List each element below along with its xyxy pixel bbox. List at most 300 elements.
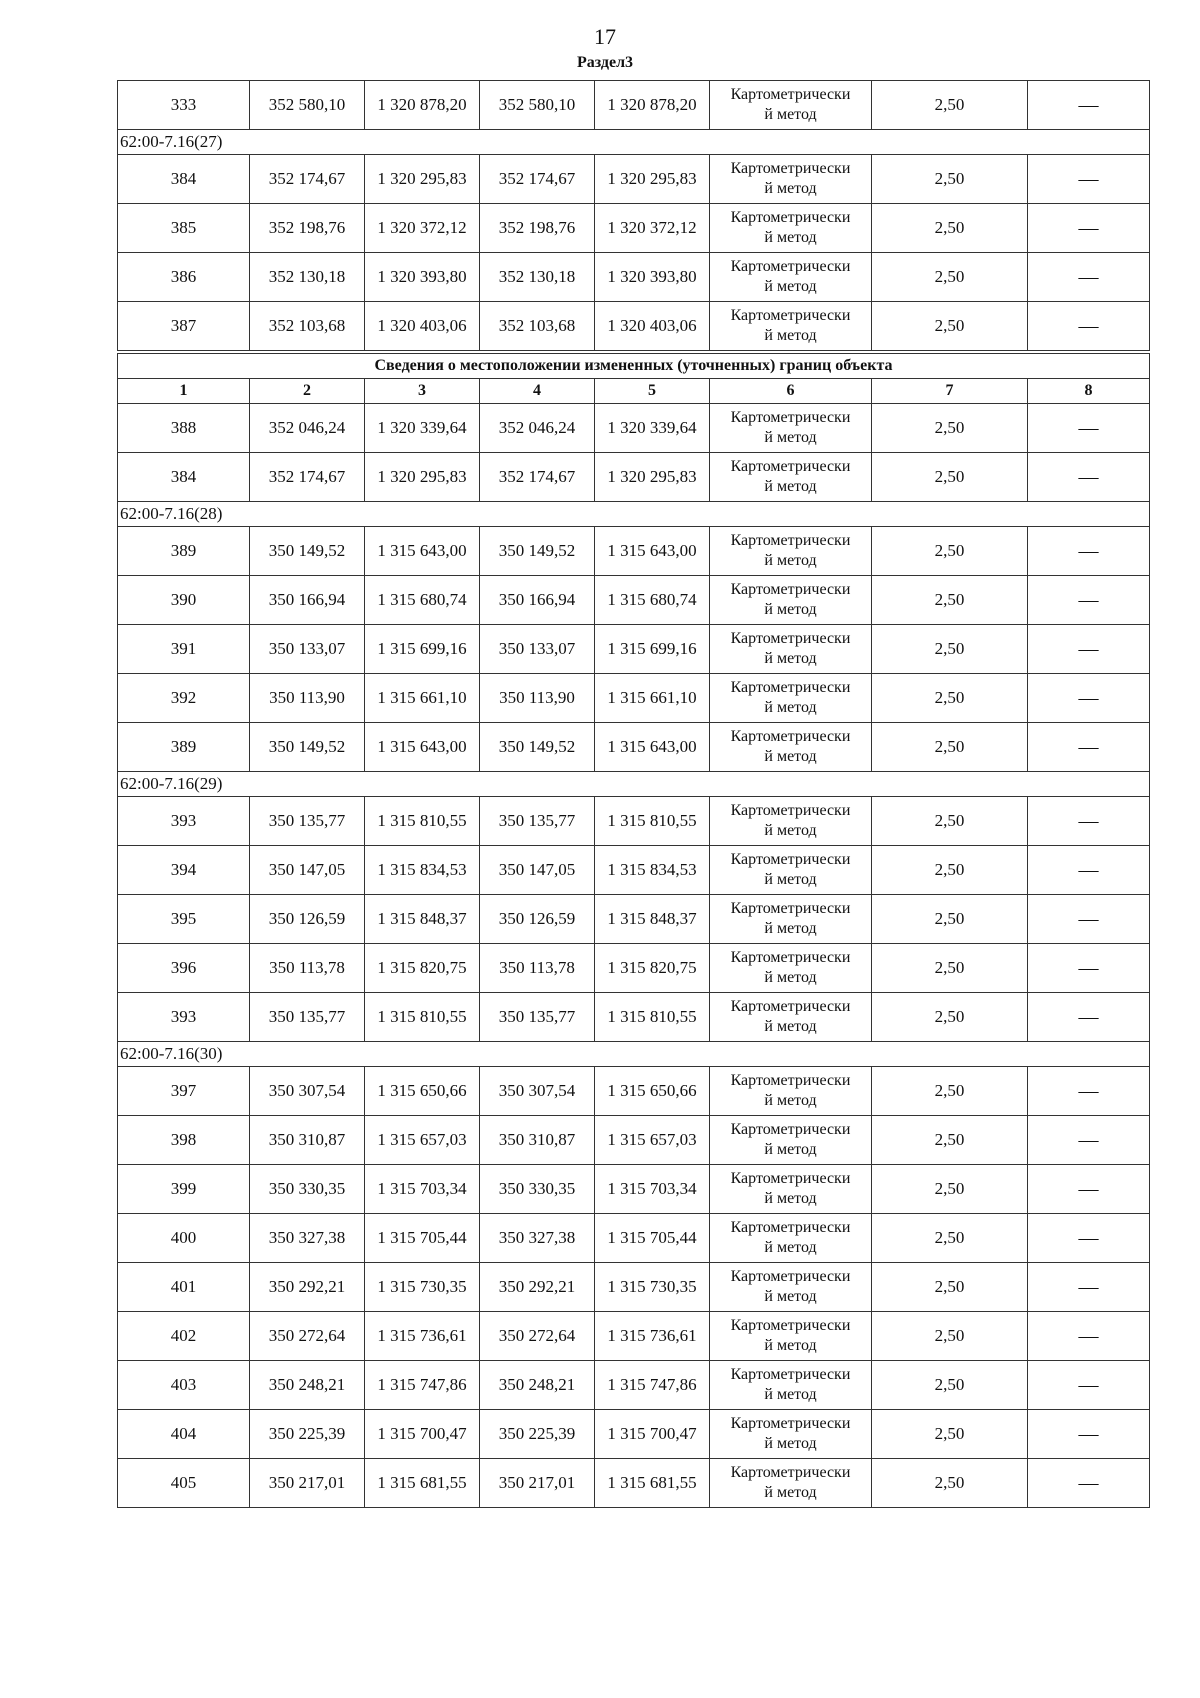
x-coordinate-cell: 350 113,90 [250,674,365,723]
note-cell: — [1028,155,1150,204]
point-number-cell: 403 [118,1361,250,1410]
accuracy-cell: 2,50 [872,576,1028,625]
x-coordinate-cell: 352 046,24 [480,404,595,453]
table-row [118,1459,1150,1508]
x-coordinate-cell: 350 166,94 [480,576,595,625]
point-number-cell: 391 [118,625,250,674]
y-coordinate-cell: 1 315 680,74 [595,576,710,625]
y-coordinate-cell: 1 315 700,47 [365,1410,480,1459]
method-cell [710,1459,872,1508]
accuracy-cell: 2,50 [872,944,1028,993]
table-row [118,1410,1150,1459]
method-cell [710,1116,872,1165]
x-coordinate-cell: 350 327,38 [250,1214,365,1263]
y-coordinate-cell: 1 315 810,55 [365,993,480,1042]
accuracy-cell: 2,50 [872,895,1028,944]
x-coordinate-cell: 352 580,10 [250,81,365,130]
note-cell: — [1028,846,1150,895]
x-coordinate-cell: 350 113,78 [250,944,365,993]
y-coordinate-cell: 1 320 878,20 [365,81,480,130]
table-row [118,1116,1150,1165]
point-number-cell: 400 [118,1214,250,1263]
y-coordinate-cell: 1 315 661,10 [595,674,710,723]
x-coordinate-cell: 350 272,64 [480,1312,595,1361]
y-coordinate-cell: 1 320 295,83 [595,155,710,204]
x-coordinate-cell: 352 580,10 [480,81,595,130]
x-coordinate-cell: 350 248,21 [250,1361,365,1410]
method-line: Картометрически [730,532,851,549]
y-coordinate-cell: 1 315 820,75 [365,944,480,993]
method-line: й метод [764,969,817,986]
y-coordinate-cell: 1 315 643,00 [365,527,480,576]
accuracy-cell: 2,50 [872,1263,1028,1312]
method-line: й метод [764,1092,817,1109]
note-cell: — [1028,1214,1150,1263]
method-line: й метод [764,1141,817,1158]
method-line: Картометрически [730,851,851,868]
table-row [118,1165,1150,1214]
x-coordinate-cell: 352 130,18 [480,253,595,302]
method-line: й метод [764,601,817,618]
x-coordinate-cell: 350 135,77 [480,993,595,1042]
group-label: 62:00-7.16(30) [118,1042,1150,1067]
method-cell [710,674,872,723]
x-coordinate-cell: 350 217,01 [250,1459,365,1508]
y-coordinate-cell: 1 320 339,64 [595,404,710,453]
method-cell [710,1214,872,1263]
y-coordinate-cell: 1 315 643,00 [595,723,710,772]
y-coordinate-cell: 1 315 834,53 [365,846,480,895]
y-coordinate-cell: 1 315 730,35 [595,1263,710,1312]
y-coordinate-cell: 1 315 650,66 [595,1067,710,1116]
y-coordinate-cell: 1 320 372,12 [365,204,480,253]
y-coordinate-cell: 1 320 372,12 [595,204,710,253]
column-numbers-row [118,379,1150,404]
table-row [118,302,1150,353]
x-coordinate-cell: 350 292,21 [250,1263,365,1312]
method-cell [710,453,872,502]
note-cell: — [1028,253,1150,302]
point-number-cell: 402 [118,1312,250,1361]
y-coordinate-cell: 1 315 657,03 [595,1116,710,1165]
method-cell [710,527,872,576]
table-row [118,81,1150,130]
method-line: й метод [764,1190,817,1207]
table-row [118,253,1150,302]
x-coordinate-cell: 350 292,21 [480,1263,595,1312]
method-line: Картометрически [730,458,851,475]
method-line: й метод [764,1337,817,1354]
y-coordinate-cell: 1 315 699,16 [595,625,710,674]
note-cell: — [1028,404,1150,453]
x-coordinate-cell: 352 103,68 [480,302,595,353]
note-cell: — [1028,895,1150,944]
method-line: й метод [764,552,817,569]
accuracy-cell: 2,50 [872,1214,1028,1263]
y-coordinate-cell: 1 315 681,55 [595,1459,710,1508]
accuracy-cell: 2,50 [872,993,1028,1042]
note-cell: — [1028,302,1150,353]
method-line: Картометрически [730,581,851,598]
note-cell: — [1028,576,1150,625]
method-line: Картометрически [730,209,851,226]
y-coordinate-cell: 1 320 393,80 [365,253,480,302]
method-cell [710,1410,872,1459]
accuracy-cell: 2,50 [872,846,1028,895]
x-coordinate-cell: 350 310,87 [250,1116,365,1165]
method-line: Картометрически [730,1268,851,1285]
y-coordinate-cell: 1 320 393,80 [595,253,710,302]
method-cell [710,1312,872,1361]
note-cell: — [1028,625,1150,674]
note-cell: — [1028,453,1150,502]
point-number-cell: 398 [118,1116,250,1165]
method-line: Картометрически [730,630,851,647]
point-number-cell: 404 [118,1410,250,1459]
y-coordinate-cell: 1 315 657,03 [365,1116,480,1165]
column-number: 1 [118,379,250,404]
y-coordinate-cell: 1 315 747,86 [595,1361,710,1410]
accuracy-cell: 2,50 [872,1312,1028,1361]
x-coordinate-cell: 350 135,77 [250,993,365,1042]
table-row [118,204,1150,253]
table-row [118,1067,1150,1116]
method-cell [710,204,872,253]
y-coordinate-cell: 1 315 643,00 [365,723,480,772]
accuracy-cell: 2,50 [872,797,1028,846]
method-line: Картометрически [730,998,851,1015]
x-coordinate-cell: 350 166,94 [250,576,365,625]
y-coordinate-cell: 1 315 820,75 [595,944,710,993]
x-coordinate-cell: 350 225,39 [480,1410,595,1459]
section-heading-row [118,352,1150,379]
accuracy-cell: 2,50 [872,155,1028,204]
coordinates-table [117,80,1150,1508]
note-cell: — [1028,204,1150,253]
x-coordinate-cell: 350 327,38 [480,1214,595,1263]
method-cell [710,404,872,453]
method-cell [710,1263,872,1312]
method-cell [710,576,872,625]
method-line: Картометрически [730,949,851,966]
column-number: 3 [365,379,480,404]
point-number-cell: 387 [118,302,250,353]
method-line: й метод [764,429,817,446]
method-cell [710,723,872,772]
x-coordinate-cell: 352 130,18 [250,253,365,302]
method-line: й метод [764,327,817,344]
table-row [118,576,1150,625]
method-line: Картометрически [730,900,851,917]
x-coordinate-cell: 350 272,64 [250,1312,365,1361]
x-coordinate-cell: 350 147,05 [480,846,595,895]
method-line: Картометрически [730,1415,851,1432]
table-row [118,625,1150,674]
group-row [118,1042,1150,1067]
x-coordinate-cell: 350 126,59 [250,895,365,944]
table-row [118,527,1150,576]
y-coordinate-cell: 1 315 747,86 [365,1361,480,1410]
column-number: 8 [1028,379,1150,404]
x-coordinate-cell: 350 248,21 [480,1361,595,1410]
point-number-cell: 390 [118,576,250,625]
point-number-cell: 396 [118,944,250,993]
x-coordinate-cell: 350 330,35 [250,1165,365,1214]
method-line: й метод [764,1484,817,1501]
method-line: й метод [764,871,817,888]
x-coordinate-cell: 350 149,52 [250,527,365,576]
accuracy-cell: 2,50 [872,625,1028,674]
group-row [118,772,1150,797]
method-line: й метод [764,1288,817,1305]
accuracy-cell: 2,50 [872,404,1028,453]
method-line: Картометрически [730,409,851,426]
point-number-cell: 405 [118,1459,250,1508]
accuracy-cell: 2,50 [872,1165,1028,1214]
table-row [118,944,1150,993]
y-coordinate-cell: 1 315 699,16 [365,625,480,674]
method-line: Картометрически [730,160,851,177]
method-line: Картометрически [730,307,851,324]
method-cell [710,625,872,674]
y-coordinate-cell: 1 315 705,44 [365,1214,480,1263]
method-line: й метод [764,1239,817,1256]
x-coordinate-cell: 350 149,52 [480,527,595,576]
method-cell [710,155,872,204]
note-cell: — [1028,674,1150,723]
method-cell [710,1361,872,1410]
point-number-cell: 397 [118,1067,250,1116]
method-line: й метод [764,1386,817,1403]
y-coordinate-cell: 1 315 650,66 [365,1067,480,1116]
point-number-cell: 393 [118,993,250,1042]
accuracy-cell: 2,50 [872,1116,1028,1165]
point-number-cell: 386 [118,253,250,302]
note-cell: — [1028,1067,1150,1116]
x-coordinate-cell: 350 113,90 [480,674,595,723]
page-number: 17 [594,24,616,49]
method-line: Картометрически [730,802,851,819]
note-cell: — [1028,944,1150,993]
table-body [118,81,1150,1508]
x-coordinate-cell: 352 174,67 [480,155,595,204]
table-row [118,723,1150,772]
note-cell: — [1028,993,1150,1042]
x-coordinate-cell: 350 225,39 [250,1410,365,1459]
y-coordinate-cell: 1 315 700,47 [595,1410,710,1459]
table-row [118,895,1150,944]
y-coordinate-cell: 1 320 295,83 [365,155,480,204]
method-line: Картометрически [730,1219,851,1236]
note-cell: — [1028,1116,1150,1165]
method-line: Картометрически [730,679,851,696]
x-coordinate-cell: 350 149,52 [250,723,365,772]
method-line: й метод [764,229,817,246]
x-coordinate-cell: 350 133,07 [250,625,365,674]
section-title: Раздел3 [576,54,634,71]
x-coordinate-cell: 350 135,77 [250,797,365,846]
method-cell [710,846,872,895]
x-coordinate-cell: 350 149,52 [480,723,595,772]
point-number-cell: 399 [118,1165,250,1214]
method-cell [710,1067,872,1116]
y-coordinate-cell: 1 315 848,37 [365,895,480,944]
table-row [118,1263,1150,1312]
column-number: 7 [872,379,1028,404]
y-coordinate-cell: 1 315 736,61 [595,1312,710,1361]
point-number-cell: 389 [118,527,250,576]
table-row [118,404,1150,453]
method-line: й метод [764,699,817,716]
y-coordinate-cell: 1 315 848,37 [595,895,710,944]
x-coordinate-cell: 350 307,54 [250,1067,365,1116]
y-coordinate-cell: 1 315 680,74 [365,576,480,625]
x-coordinate-cell: 350 307,54 [480,1067,595,1116]
x-coordinate-cell: 350 113,78 [480,944,595,993]
y-coordinate-cell: 1 320 295,83 [365,453,480,502]
x-coordinate-cell: 350 217,01 [480,1459,595,1508]
note-cell: — [1028,797,1150,846]
method-line: Картометрически [730,1464,851,1481]
y-coordinate-cell: 1 315 810,55 [595,993,710,1042]
y-coordinate-cell: 1 320 878,20 [595,81,710,130]
method-line: Картометрически [730,1072,851,1089]
point-number-cell: 395 [118,895,250,944]
group-label: 62:00-7.16(28) [118,502,1150,527]
group-row [118,130,1150,155]
table-row [118,674,1150,723]
method-cell [710,895,872,944]
method-line: й метод [764,1018,817,1035]
accuracy-cell: 2,50 [872,253,1028,302]
y-coordinate-cell: 1 315 810,55 [365,797,480,846]
note-cell: — [1028,1410,1150,1459]
note-cell: — [1028,527,1150,576]
method-cell [710,993,872,1042]
point-number-cell: 393 [118,797,250,846]
accuracy-cell: 2,50 [872,1459,1028,1508]
x-coordinate-cell: 350 147,05 [250,846,365,895]
accuracy-cell: 2,50 [872,1361,1028,1410]
method-line: й метод [764,278,817,295]
table-row [118,453,1150,502]
method-line: й метод [764,822,817,839]
accuracy-cell: 2,50 [872,674,1028,723]
method-line: Картометрически [730,1170,851,1187]
method-cell [710,81,872,130]
x-coordinate-cell: 352 174,67 [480,453,595,502]
group-row [118,502,1150,527]
y-coordinate-cell: 1 320 403,06 [595,302,710,353]
method-cell [710,253,872,302]
point-number-cell: 333 [118,81,250,130]
method-cell [710,797,872,846]
x-coordinate-cell: 350 135,77 [480,797,595,846]
table-row [118,846,1150,895]
table-row [118,993,1150,1042]
point-number-cell: 389 [118,723,250,772]
note-cell: — [1028,1459,1150,1508]
point-number-cell: 385 [118,204,250,253]
table-row [118,1361,1150,1410]
point-number-cell: 392 [118,674,250,723]
accuracy-cell: 2,50 [872,1410,1028,1459]
accuracy-cell: 2,50 [872,204,1028,253]
group-label: 62:00-7.16(27) [118,130,1150,155]
point-number-cell: 384 [118,453,250,502]
x-coordinate-cell: 350 133,07 [480,625,595,674]
note-cell: — [1028,1263,1150,1312]
note-cell: — [1028,723,1150,772]
method-line: Картометрически [730,258,851,275]
method-line: й метод [764,106,817,123]
accuracy-cell: 2,50 [872,723,1028,772]
note-cell: — [1028,81,1150,130]
group-label: 62:00-7.16(29) [118,772,1150,797]
method-line: й метод [764,180,817,197]
column-number: 2 [250,379,365,404]
y-coordinate-cell: 1 315 703,34 [365,1165,480,1214]
y-coordinate-cell: 1 315 703,34 [595,1165,710,1214]
x-coordinate-cell: 350 310,87 [480,1116,595,1165]
column-number: 4 [480,379,595,404]
point-number-cell: 388 [118,404,250,453]
accuracy-cell: 2,50 [872,453,1028,502]
x-coordinate-cell: 352 103,68 [250,302,365,353]
table-row [118,1214,1150,1263]
point-number-cell: 394 [118,846,250,895]
y-coordinate-cell: 1 320 295,83 [595,453,710,502]
method-line: й метод [764,748,817,765]
section-heading: Сведения о местоположении измененных (уточненных) границ объекта [118,352,1150,379]
x-coordinate-cell: 352 174,67 [250,453,365,502]
y-coordinate-cell: 1 315 705,44 [595,1214,710,1263]
method-line: й метод [764,1435,817,1452]
point-number-cell: 401 [118,1263,250,1312]
note-cell: — [1028,1361,1150,1410]
y-coordinate-cell: 1 320 339,64 [365,404,480,453]
method-line: Картометрически [730,1366,851,1383]
method-line: Картометрически [730,728,851,745]
y-coordinate-cell: 1 315 736,61 [365,1312,480,1361]
table-row [118,797,1150,846]
y-coordinate-cell: 1 315 834,53 [595,846,710,895]
method-line: й метод [764,920,817,937]
table-row [118,155,1150,204]
method-line: Картометрически [730,86,851,103]
note-cell: — [1028,1312,1150,1361]
column-number: 5 [595,379,710,404]
column-number: 6 [710,379,872,404]
accuracy-cell: 2,50 [872,81,1028,130]
accuracy-cell: 2,50 [872,1067,1028,1116]
y-coordinate-cell: 1 315 681,55 [365,1459,480,1508]
x-coordinate-cell: 350 330,35 [480,1165,595,1214]
method-line: Картометрически [730,1317,851,1334]
method-line: Картометрически [730,1121,851,1138]
accuracy-cell: 2,50 [872,527,1028,576]
table-row [118,1312,1150,1361]
method-cell [710,302,872,353]
method-cell [710,1165,872,1214]
y-coordinate-cell: 1 320 403,06 [365,302,480,353]
x-coordinate-cell: 352 198,76 [250,204,365,253]
x-coordinate-cell: 352 198,76 [480,204,595,253]
note-cell: — [1028,1165,1150,1214]
y-coordinate-cell: 1 315 661,10 [365,674,480,723]
x-coordinate-cell: 352 046,24 [250,404,365,453]
y-coordinate-cell: 1 315 810,55 [595,797,710,846]
